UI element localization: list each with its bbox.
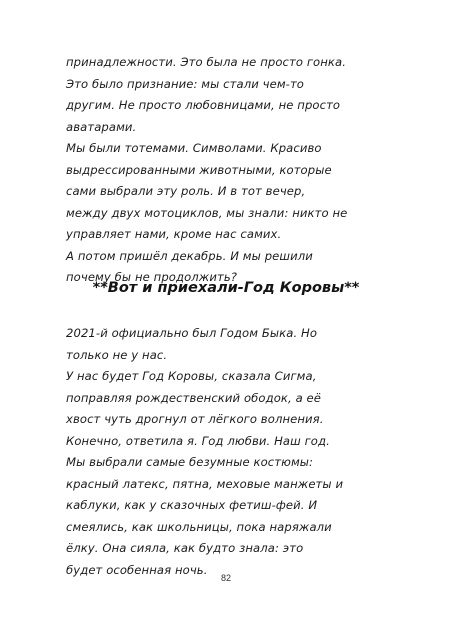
- text-line: смеялись, как школьницы, пока наряжали: [66, 519, 332, 534]
- text-line: управляет нами, кроме нас самих.: [66, 227, 282, 241]
- text-line: 2021-й официально был Годом Быка. Но: [66, 326, 318, 340]
- page-number: 82: [220, 573, 231, 583]
- text-line: красный латекс, пятна, меховые манжеты и: [66, 476, 344, 491]
- text-line: будет особенная ночь.: [66, 562, 208, 577]
- text-line: другим. Не просто любовницами, не просто: [66, 98, 341, 112]
- text-line: хвост чуть дрогнул от лёгкого волнения.: [66, 412, 324, 426]
- text-line: принадлежности. Это была не просто гонка.: [66, 55, 346, 69]
- text-line: ёлку. Она сияла, как будто знала: это: [66, 541, 304, 555]
- text-line: сами выбрали эту роль. И в тот вечер,: [66, 184, 306, 198]
- text-line: Мы выбрали самые безумные костюмы:: [66, 455, 314, 469]
- text-line: У нас будет Год Коровы, сказала Сигма,: [66, 369, 317, 383]
- text-line: каблуки, как у сказочных фетиш-фей. И: [66, 498, 318, 512]
- text-line: только не у нас.: [66, 347, 168, 362]
- text-line: между двух мотоциклов, мы знали: никто не: [66, 205, 348, 220]
- text-line: поправляя рождественский ободок, а её: [66, 390, 322, 405]
- paragraph-bottom: [66, 323, 396, 581]
- text-line: Это было признание: мы стали чем-то: [66, 76, 304, 91]
- text-line: Конечно, ответила я. Год любви. Наш год.: [66, 433, 330, 448]
- text-line: А потом пришёл декабрь. И мы решили: [66, 248, 313, 263]
- text-line: почему бы не продолжить?: [66, 270, 238, 284]
- chapter-heading: **Вот и приехали-Год Коровы**: [92, 280, 360, 296]
- text-line: Мы были тотемами. Символами. Красиво: [66, 141, 322, 155]
- text-line: выдрессированными животными, которые: [66, 162, 332, 177]
- text-line: аватарами.: [66, 119, 137, 134]
- paragraph-top: [66, 52, 396, 289]
